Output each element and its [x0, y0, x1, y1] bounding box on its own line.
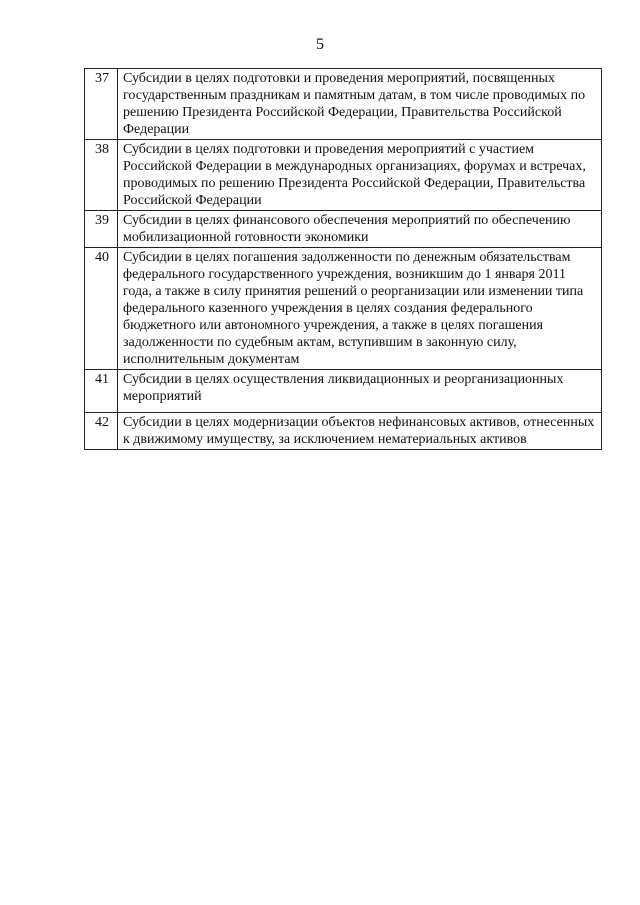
row-text: Субсидии в целях модернизации объектов нефинансовых активов, отнесенных к движимому имуществу, за исключением нематериальных активов [118, 413, 602, 450]
row-text: Субсидии в целях подготовки и проведения мероприятий, посвященных государственным праздникам и памятным датам, в том числе проводимых по решению Президента Российской Федерации, Правительства Российской Федерации [118, 69, 602, 140]
row-text: Субсидии в целях финансового обеспечения мероприятий по обеспечению мобилизационной готовности экономики [118, 211, 602, 248]
table-row [85, 413, 602, 450]
row-number: 39 [85, 211, 118, 248]
table-row [85, 248, 602, 370]
table-row [85, 211, 602, 248]
row-number: 38 [85, 140, 118, 211]
table-row [85, 69, 602, 140]
table-row [85, 370, 602, 413]
row-number: 42 [85, 413, 118, 450]
row-number: 41 [85, 370, 118, 413]
row-number: 40 [85, 248, 118, 370]
page-number: 5 [316, 36, 324, 53]
table-row [85, 140, 602, 211]
subsidies-table [84, 68, 602, 450]
row-text: Субсидии в целях подготовки и проведения мероприятий с участием Российской Федерации в международных организациях, форумах и встречах, проводимых по решению Президента Российской Федерации, Правительства Российской Федерации [118, 140, 602, 211]
row-number: 37 [85, 69, 118, 140]
row-text: Субсидии в целях погашения задолженности по денежным обязательствам федерального государственного учреждения, возникшим до 1 января 2011 года, а также в силу принятия решений о реорганизации или изменении типа федерального казенного учреждения в целях создания федерального бюджетного или автономного учреждения, а также в целях погашения задолженности по судебным актам, вступившим в законную силу, исполнительным документам [118, 248, 602, 370]
row-text: Субсидии в целях осуществления ликвидационных и реорганизационных мероприятий [118, 370, 602, 413]
